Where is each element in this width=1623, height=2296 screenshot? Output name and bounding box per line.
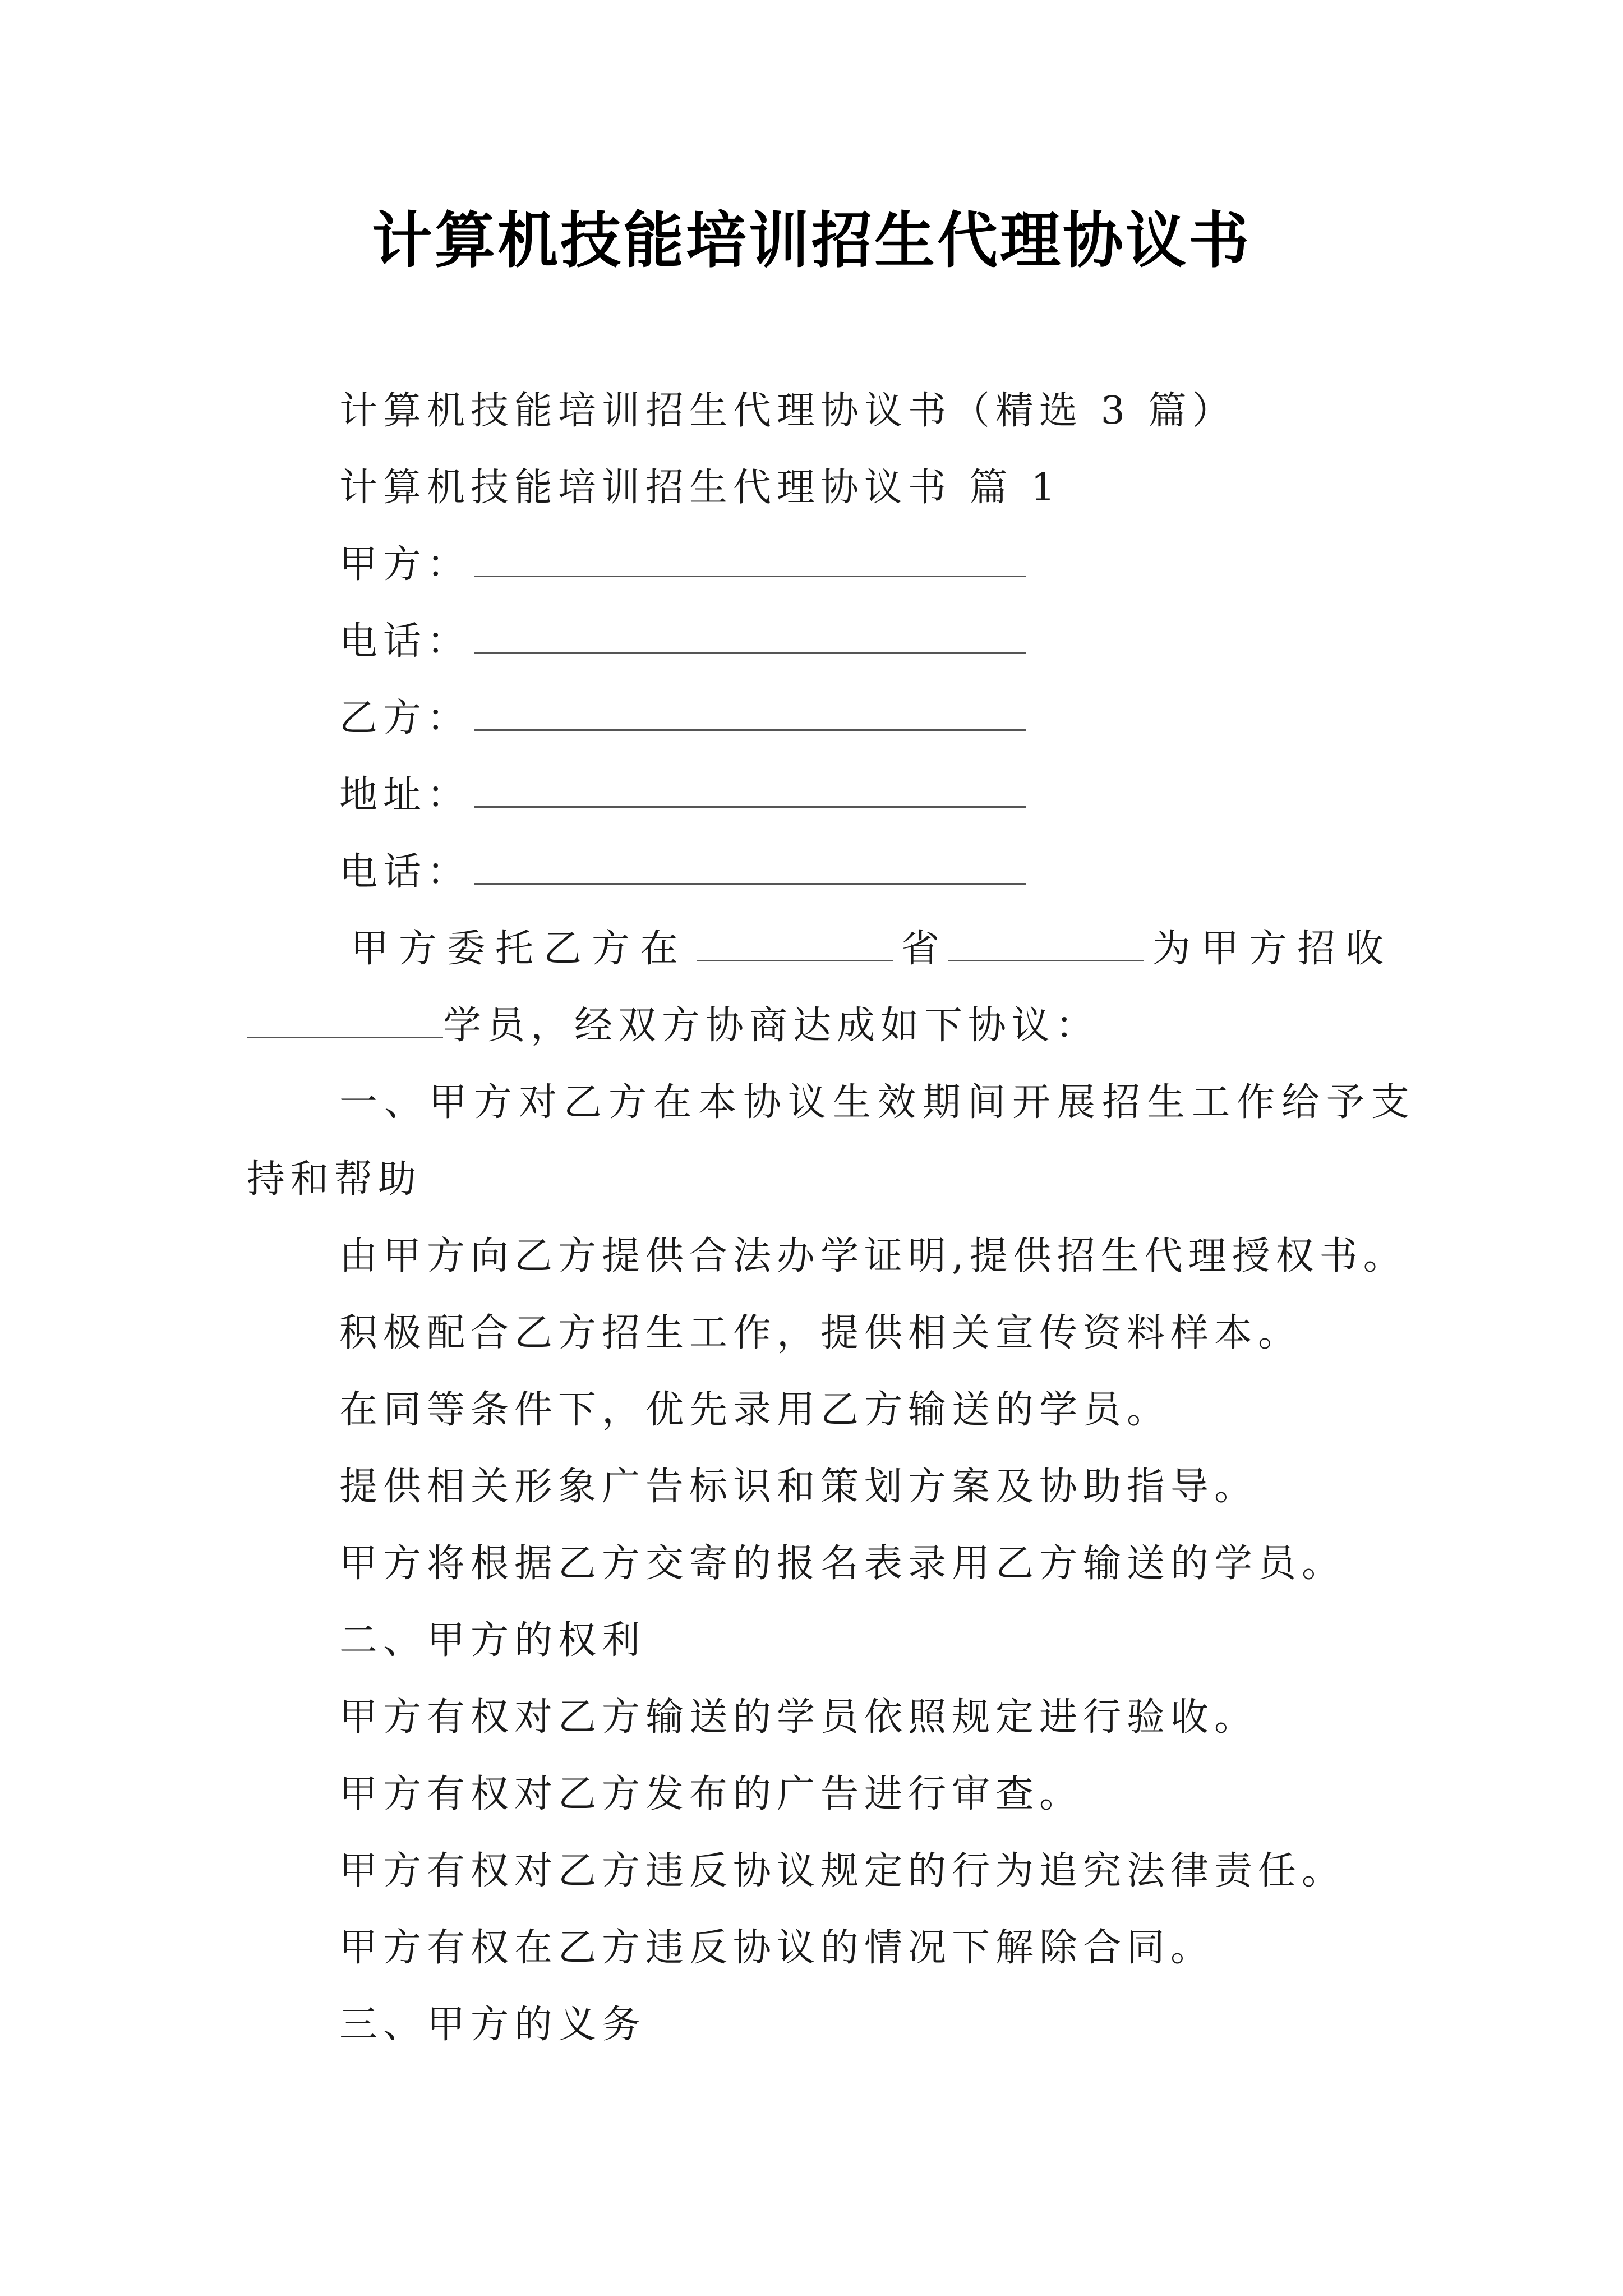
- field-party-b: [339, 693, 1026, 744]
- field-label: 乙方：: [339, 696, 471, 740]
- section-heading: 三、甲方的义务: [339, 2003, 646, 2047]
- fill-in-blank: [697, 925, 893, 961]
- section-heading: 一、甲方对乙方在本协议生效期间开展招生工作给予支: [339, 1080, 1417, 1125]
- clause-item: 甲方将根据乙方交寄的报名表录用乙方输送的学员。: [339, 1542, 1346, 1586]
- intro-text: 为甲方招收: [1152, 927, 1394, 971]
- clause-item: 由甲方向乙方提供合法办学证明,提供招生代理授权书。: [339, 1234, 1407, 1278]
- field-party-a: [339, 540, 1026, 590]
- fill-in-blank: [474, 618, 1026, 654]
- field-label: 电话：: [339, 619, 471, 664]
- fill-in-blank: [474, 848, 1026, 885]
- intro-line-1: [351, 924, 1394, 974]
- fill-in-blank: [247, 1002, 443, 1038]
- field-label: 地址：: [339, 773, 471, 817]
- field-address: [339, 770, 1026, 821]
- intro-line-2: [247, 1001, 1099, 1051]
- fill-in-blank: [474, 694, 1026, 731]
- intro-text: 学员，经双方协商达成如下协议：: [443, 1004, 1100, 1048]
- clause-item: 在同等条件下，优先录用乙方输送的学员。: [339, 1388, 1171, 1432]
- fill-in-blank: [474, 771, 1026, 808]
- clause-item: 甲方有权对乙方输送的学员依照规定进行验收。: [339, 1695, 1258, 1740]
- clause-item: 甲方有权在乙方违反协议的情况下解除合同。: [339, 1926, 1215, 1970]
- field-label: 电话：: [339, 850, 471, 894]
- clause-item: 甲方有权对乙方发布的广告进行审查。: [339, 1772, 1083, 1816]
- fill-in-blank: [948, 925, 1144, 961]
- document-subtitle: 计算机技能培训招生代理协议书（精选 3 篇）: [339, 389, 1236, 433]
- clause-item: 积极配合乙方招生工作，提供相关宣传资料样本。: [339, 1311, 1302, 1355]
- article-heading: 计算机技能培训招生代理协议书 篇 1: [339, 466, 1061, 510]
- clause-item: 甲方有权对乙方违反协议规定的行为追究法律责任。: [339, 1849, 1346, 1893]
- section-heading-continued: 持和帮助: [247, 1157, 422, 1202]
- field-label: 甲方：: [339, 542, 471, 587]
- intro-text: 省: [901, 927, 939, 971]
- fill-in-blank: [474, 541, 1026, 577]
- clause-item: 提供相关形象广告标识和策划方案及协助指导。: [339, 1465, 1258, 1509]
- document-title: 计算机技能培训招生代理协议书: [371, 206, 1251, 276]
- section-heading: 二、甲方的权利: [339, 1618, 646, 1663]
- field-phone-a: [339, 616, 1026, 667]
- intro-text: 甲方委托乙方在: [351, 927, 689, 971]
- field-phone-b: [339, 847, 1026, 898]
